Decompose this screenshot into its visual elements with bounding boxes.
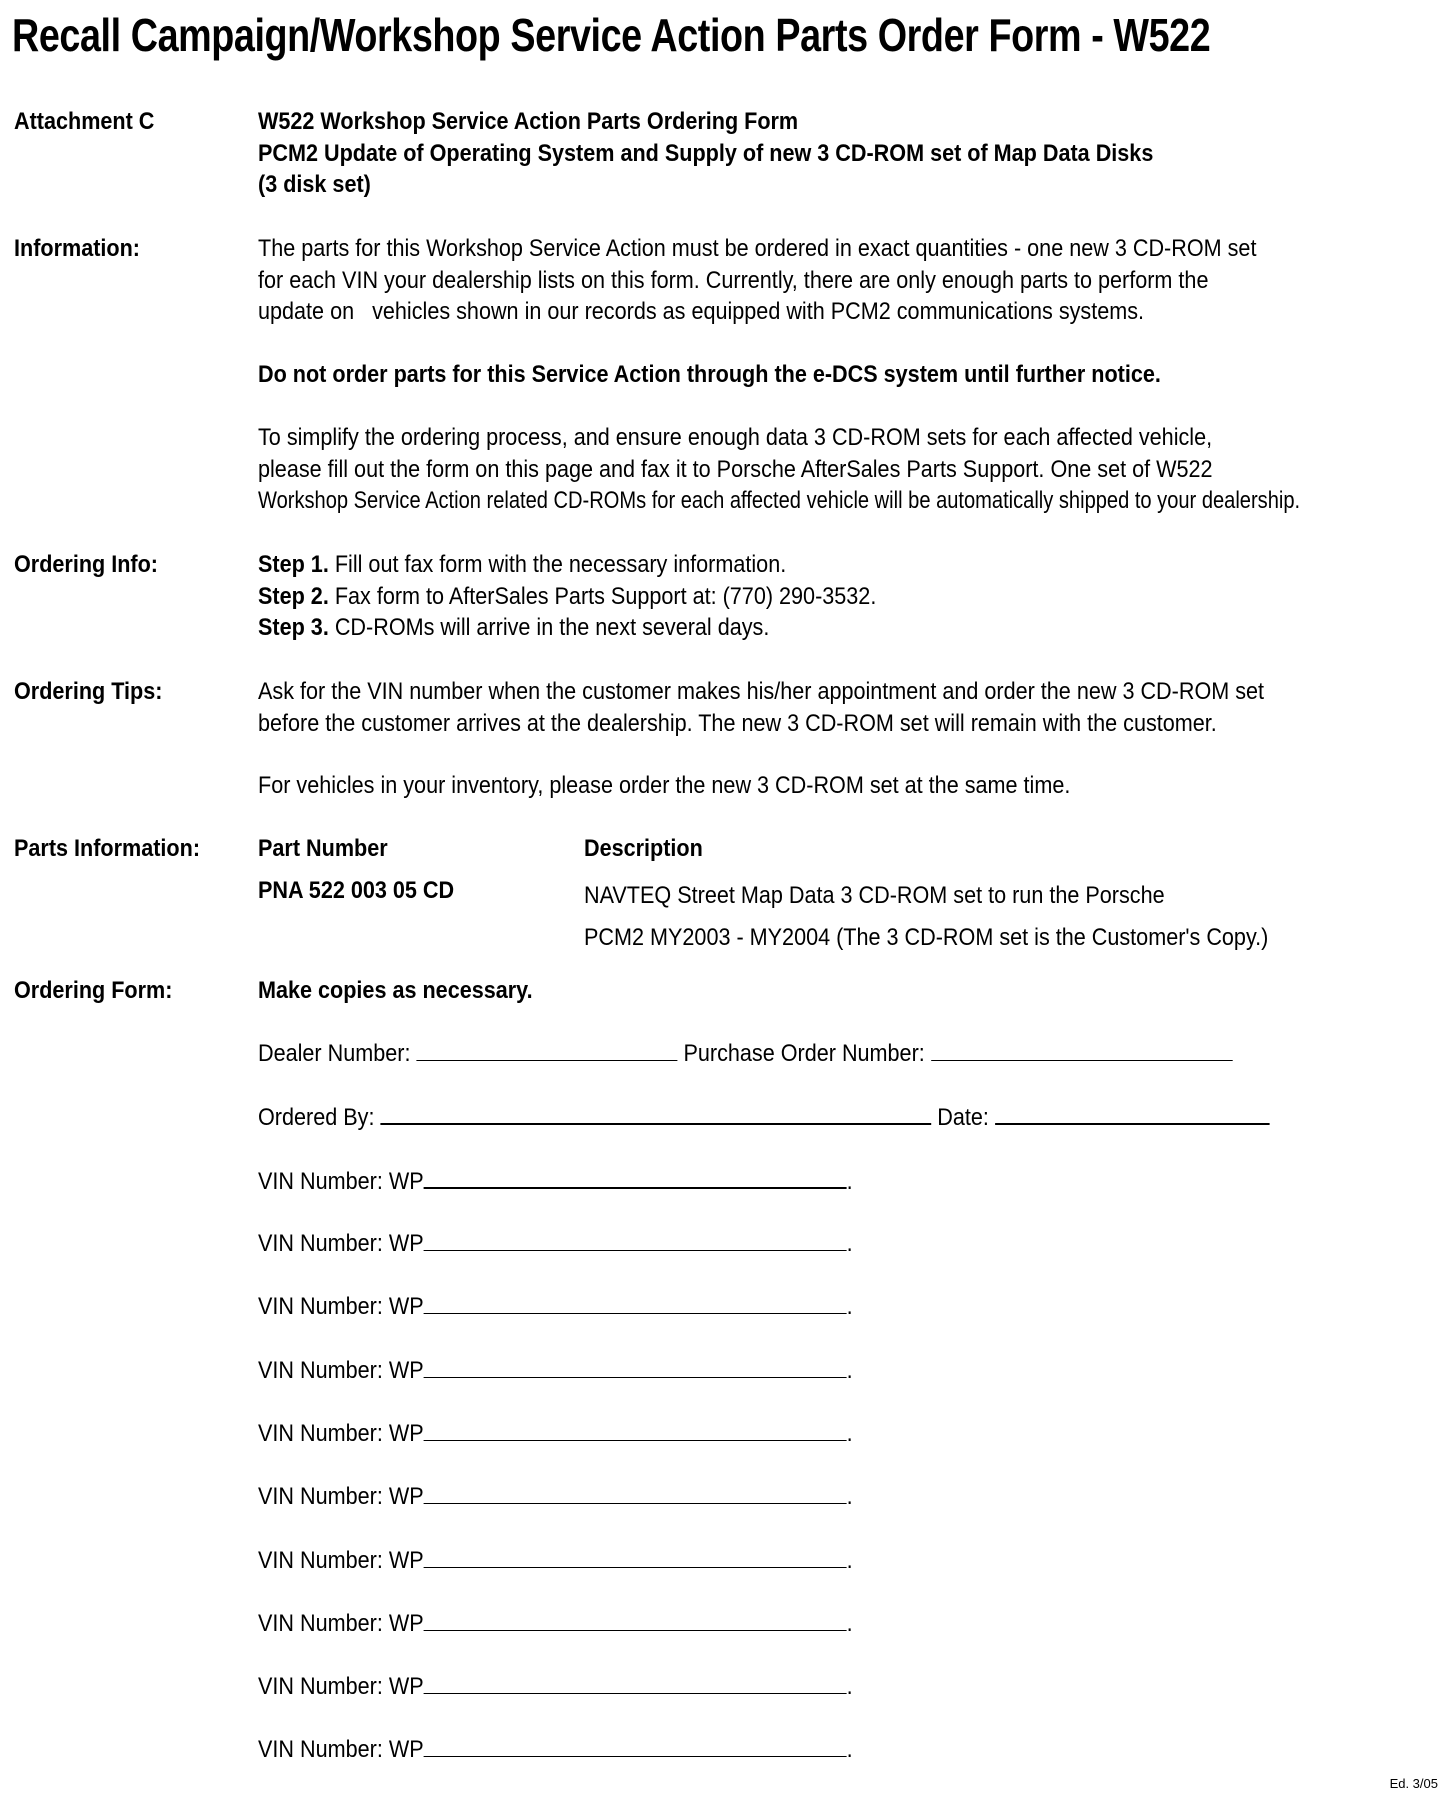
vin-field[interactable]: [424, 1608, 847, 1631]
vin-field[interactable]: [424, 1228, 847, 1251]
attachment-heading: [258, 106, 1153, 201]
vin-label: VIN Number: WP: [258, 1547, 424, 1574]
text-line: To simplify the ordering process, and ensure enough data 3 CD-ROM sets for each affected vehicle,: [258, 424, 1213, 451]
ordered-date-row: [258, 1101, 1269, 1134]
information-paragraph: [258, 233, 1256, 328]
vin-label: VIN Number: WP: [258, 1483, 424, 1510]
vin-end: .: [846, 1420, 853, 1447]
page-title: Recall Campaign/Workshop Service Action Parts Order Form - W522: [12, 9, 1211, 61]
dealer-po-row: [258, 1038, 1232, 1070]
ordering-steps: [258, 549, 876, 644]
step-2: Step 2. Fax form to AfterSales Parts Support at: (770) 290-3532.: [258, 582, 877, 610]
vin-row: [258, 1545, 853, 1577]
information-label: Information:: [14, 235, 140, 262]
vin-label: VIN Number: WP: [258, 1736, 424, 1763]
edition-note: Ed. 3/05: [1389, 1776, 1438, 1791]
ordering-tips-label: Ordering Tips:: [14, 678, 163, 705]
vin-end: .: [846, 1293, 853, 1320]
vin-label: VIN Number: WP: [258, 1168, 424, 1195]
vin-field[interactable]: [424, 1671, 847, 1694]
dealer-number-field[interactable]: [416, 1038, 677, 1061]
text-line: for each VIN your dealership lists on this form. Currently, there are only enough parts to perform the: [258, 266, 1209, 294]
vin-end: .: [846, 1357, 853, 1384]
text-line: The parts for this Workshop Service Action must be ordered in exact quantities - one new 3 CD-ROM set: [258, 235, 1257, 262]
vin-field[interactable]: [424, 1734, 847, 1757]
vin-end: .: [846, 1483, 853, 1510]
vin-end: .: [846, 1547, 853, 1574]
attachment-line: W522 Workshop Service Action Parts Ordering Form: [258, 108, 799, 135]
vin-row: [258, 1608, 853, 1640]
vin-row: [258, 1734, 853, 1766]
po-number-label: Purchase Order Number:: [683, 1040, 925, 1067]
vin-row: [258, 1671, 853, 1703]
vin-field[interactable]: [424, 1481, 847, 1504]
vin-field[interactable]: [424, 1165, 847, 1189]
attachment-line: PCM2 Update of Operating System and Supply of new 3 CD-ROM set of Map Data Disks: [258, 139, 1154, 167]
step-3: Step 3. CD-ROMs will arrive in the next several days.: [258, 614, 770, 641]
vin-end: .: [846, 1168, 853, 1195]
text-line: NAVTEQ Street Map Data 3 CD-ROM set to run the Porsche: [584, 882, 1165, 909]
copies-note: Make copies as necessary.: [258, 977, 533, 1004]
vin-field[interactable]: [424, 1291, 847, 1314]
date-field[interactable]: [995, 1101, 1270, 1125]
vin-row: [258, 1228, 853, 1260]
text-line: Workshop Service Action related CD-ROMs for each affected vehicle will be automatically shipped to your dealership.: [258, 487, 1301, 514]
part-description: [584, 875, 1268, 959]
vin-row: [258, 1355, 853, 1387]
step-1: Step 1. Fill out fax form with the necessary information.: [258, 551, 787, 578]
vin-end: .: [846, 1736, 853, 1763]
vin-row: [258, 1418, 853, 1450]
vin-end: .: [846, 1230, 853, 1257]
vin-end: .: [846, 1610, 853, 1637]
vin-label: VIN Number: WP: [258, 1673, 424, 1700]
text-line: update on vehicles shown in our records as equipped with PCM2 communications systems.: [258, 298, 1145, 325]
vin-label: VIN Number: WP: [258, 1357, 424, 1384]
vin-label: VIN Number: WP: [258, 1293, 424, 1320]
parts-information-label: Parts Information:: [14, 835, 201, 862]
inventory-text: For vehicles in your inventory, please order the new 3 CD-ROM set at the same time.: [258, 772, 1071, 799]
part-number-header: Part Number: [258, 835, 388, 862]
warning-text: Do not order parts for this Service Action through the e-DCS system until further notice.: [258, 361, 1161, 388]
vin-row: [258, 1291, 853, 1323]
po-number-field[interactable]: [931, 1038, 1232, 1061]
simplify-paragraph: [258, 422, 1379, 517]
ordered-by-field[interactable]: [380, 1101, 931, 1125]
vin-row: [258, 1481, 853, 1513]
vin-field[interactable]: [424, 1355, 847, 1378]
vin-label: VIN Number: WP: [258, 1610, 424, 1637]
attachment-line: (3 disk set): [258, 171, 371, 198]
vin-field[interactable]: [424, 1545, 847, 1568]
vin-label: VIN Number: WP: [258, 1420, 424, 1447]
text-line: Ask for the VIN number when the customer makes his/her appointment and order the new 3 CD-ROM set: [258, 678, 1265, 705]
part-number-value: PNA 522 003 05 CD: [258, 877, 455, 904]
ordering-tips-paragraph: [258, 676, 1264, 739]
attachment-label: Attachment C: [14, 108, 155, 135]
dealer-number-label: Dealer Number:: [258, 1040, 411, 1067]
text-line: before the customer arrives at the dealership. The new 3 CD-ROM set will remain with the customer.: [258, 709, 1217, 737]
ordering-form-label: Ordering Form:: [14, 977, 173, 1004]
vin-row: [258, 1165, 853, 1198]
text-line: PCM2 MY2003 - MY2004 (The 3 CD-ROM set is the Customer's Copy.): [584, 924, 1269, 951]
text-line: please fill out the form on this page and fax it to Porsche AfterSales Parts Support. One set of W522: [258, 455, 1213, 483]
ordering-info-label: Ordering Info:: [14, 551, 158, 578]
vin-label: VIN Number: WP: [258, 1230, 424, 1257]
description-header: Description: [584, 835, 703, 862]
vin-field[interactable]: [424, 1418, 847, 1441]
date-label: Date:: [937, 1104, 989, 1131]
vin-end: .: [846, 1673, 853, 1700]
ordered-by-label: Ordered By:: [258, 1104, 375, 1131]
